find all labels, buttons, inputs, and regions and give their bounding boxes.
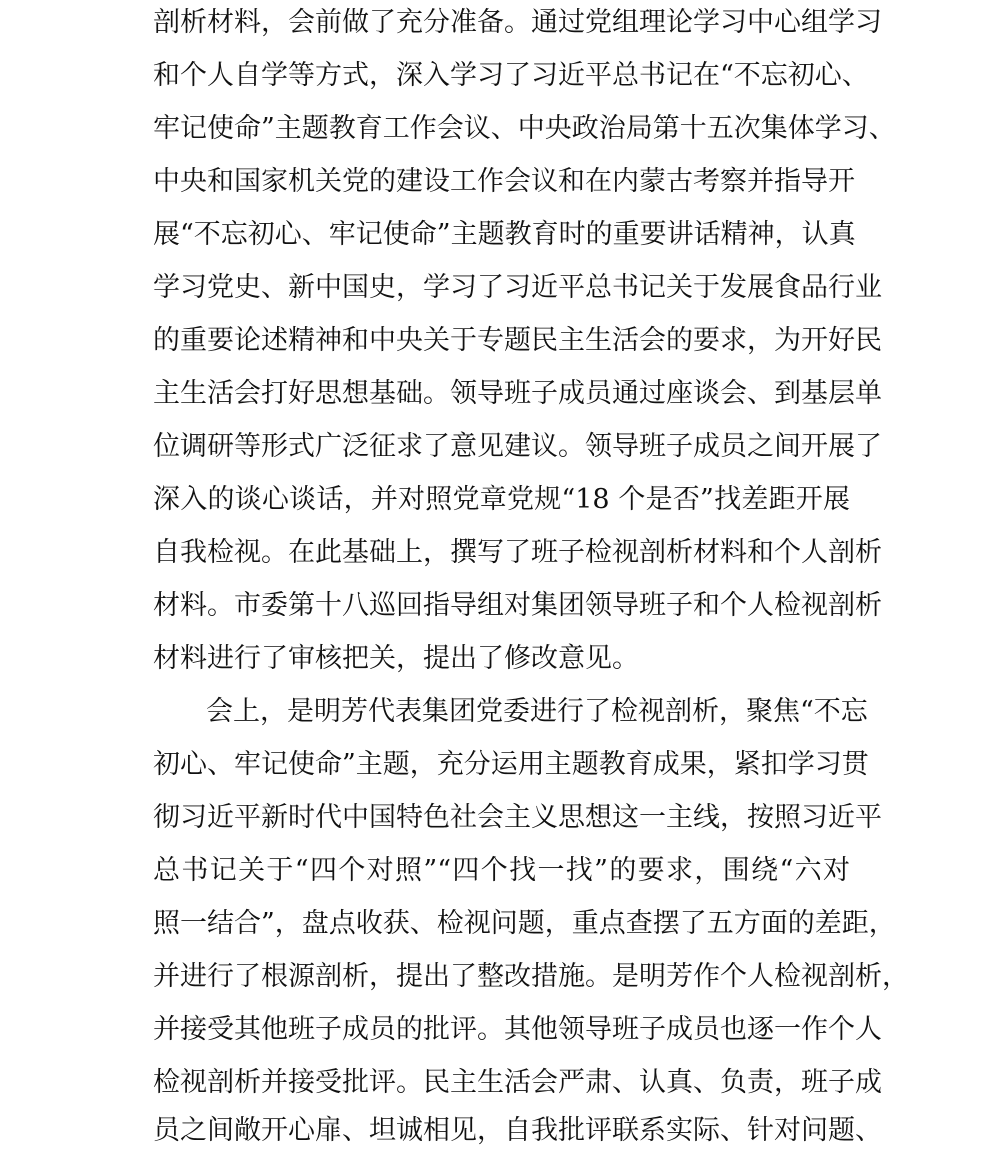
paragraph-2-line-4: 总书记关于“四个对照”“四个找一找”的要求，围绕“六对 <box>153 855 850 886</box>
paragraph-1-line-5: 展“不忘初心、牢记使命”主题教育时的重要讲话精神，认真 <box>153 219 856 250</box>
paragraph-1-line-8: 主生活会打好思想基础。领导班子成员通过座谈会、到基层单 <box>153 378 882 409</box>
paragraph-2-line-1: 会上，是明芳代表集团党委进行了检视剖析，聚焦“不忘 <box>206 696 868 727</box>
paragraph-2-line-3: 彻习近平新时代中国特色社会主义思想这一主线，按照习近平 <box>153 802 882 833</box>
paragraph-1-line-10: 深入的谈心谈话，并对照党章党规“18 个是否”找差距开展 <box>153 484 850 515</box>
paragraph-1-line-13: 材料进行了审核把关，提出了修改意见。 <box>153 643 639 674</box>
paragraph-2-line-7: 并接受其他班子成员的批评。其他领导班子成员也逐一作个人 <box>153 1014 882 1045</box>
paragraph-1-line-9: 位调研等形式广泛征求了意见建议。领导班子成员之间开展了 <box>153 431 882 462</box>
paragraph-2-line-2: 初心、牢记使命”主题，充分运用主题教育成果，紧扣学习贯 <box>153 749 869 780</box>
paragraph-2-line-6: 并进行了根源剖析，提出了整改措施。是明芳作个人检视剖析， <box>153 961 909 992</box>
paragraph-1-line-6: 学习党史、新中国史，学习了习近平总书记关于发展食品行业 <box>153 272 882 303</box>
paragraph-1-line-12: 材料。市委第十八巡回指导组对集团领导班子和个人检视剖析 <box>153 590 882 621</box>
paragraph-2-line-9: 员之间敞开心扉、坦诚相见，自我批评联系实际、针对问题、 <box>153 1115 882 1146</box>
paragraph-2-line-8: 检视剖析并接受批评。民主生活会严肃、认真、负责，班子成 <box>153 1067 882 1098</box>
paragraph-2-line-5: 照一结合”，盘点收获、检视问题，重点查摆了五方面的差距， <box>153 908 896 939</box>
paragraph-1-line-11: 自我检视。在此基础上，撰写了班子检视剖析材料和个人剖析 <box>153 537 882 568</box>
paragraph-1-line-1: 剖析材料，会前做了充分准备。通过党组理论学习中心组学习 <box>153 7 882 38</box>
paragraph-1-line-7: 的重要论述精神和中央关于专题民主生活会的要求，为开好民 <box>153 325 882 356</box>
paragraph-1-line-3: 牢记使命”主题教育工作会议、中央政治局第十五次集体学习、 <box>153 113 896 144</box>
paragraph-1-line-4: 中央和国家机关党的建设工作会议和在内蒙古考察并指导开 <box>153 166 855 197</box>
paragraph-1-line-2: 和个人自学等方式，深入学习了习近平总书记在“不忘初心、 <box>153 60 869 91</box>
